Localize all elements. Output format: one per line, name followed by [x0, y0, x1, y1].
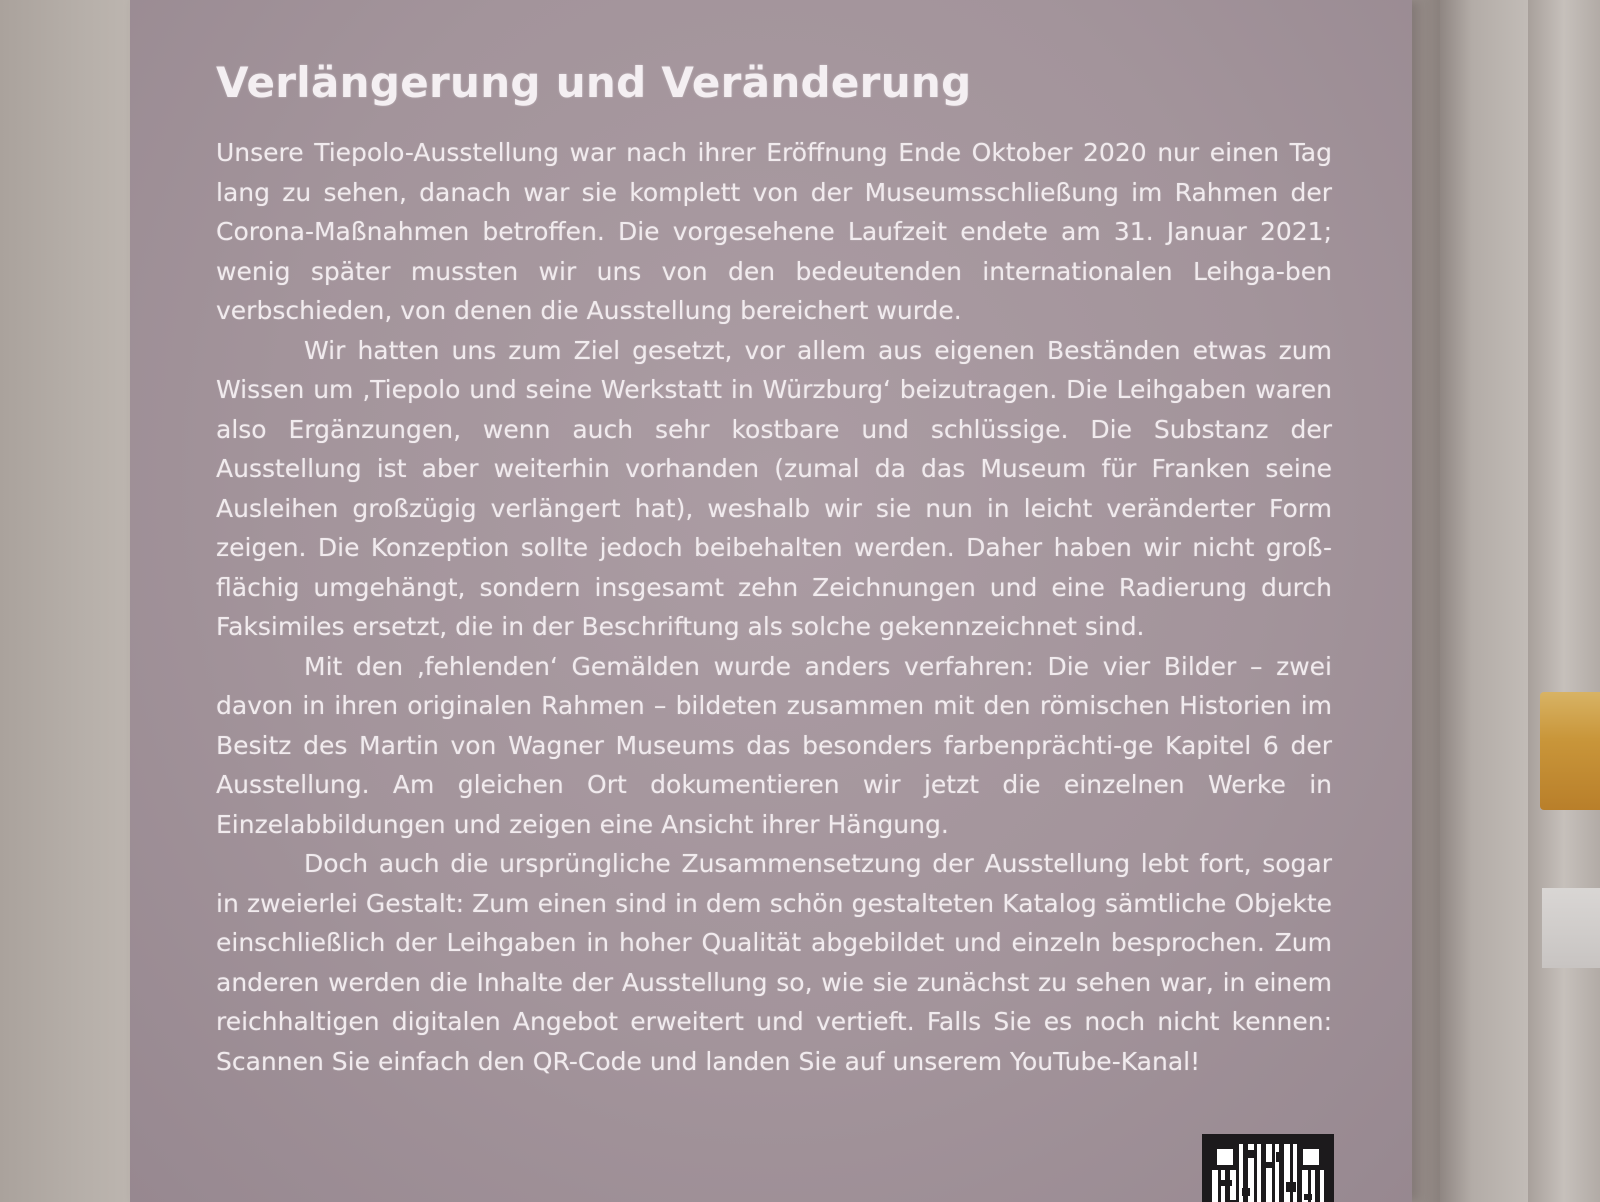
- qr-module: [1242, 1188, 1250, 1196]
- white-frame-edge: [1542, 888, 1600, 968]
- panel-content: [216, 58, 1332, 1081]
- qr-module: [1304, 1194, 1312, 1200]
- wall-pillar: [1528, 0, 1600, 1202]
- paragraph-1: Unsere Tiepolo-Ausstellung war nach ihrer Eröffnung Ende Oktober 2020 nur einen Tag lang zu sehen, danach war sie komplett von der Museumsschließung im Rahmen der Corona-Maßnahmen betroffen. Die vorgesehene Laufzeit endete am 31. Januar 2021; wenig später mussten wir uns von den bedeutenden internationalen Leihga-ben verbschieden, von denen die Ausstellung bereichert wurde.: [216, 138, 1332, 325]
- exhibition-text-panel: [130, 0, 1412, 1202]
- qr-code[interactable]: [1202, 1134, 1334, 1202]
- paragraph-2: Wir hatten uns zum Ziel gesetzt, vor allem aus eigenen Beständen etwas zum Wissen um ‚Tiepolo und seine Werkstatt in Würzburg‘ beizutragen. Die Leihgaben waren also Ergänzungen, wenn auch sehr kostbare und schlüssige. Die Substanz der Ausstellung ist aber weiterhin vorhanden (zumal da das Museum für Franken seine Ausleihen großzügig verlängert hat), weshalb wir sie nun in leicht veränderter Form zeigen. Die Konzeption sollte jedoch beibehalten werden. Daher haben wir nicht groß-flächig umgehängt, sondern insgesamt zehn Zeichnungen und eine Radierung durch Faksimiles ersetzt, die in der Beschriftung als solche gekennzeichnet sind.: [216, 335, 1332, 641]
- qr-module: [1286, 1182, 1296, 1192]
- paragraph-4: Doch auch die ursprüngliche Zusammensetzung der Ausstellung lebt fort, sogar in zweierlei Gestalt: Zum einen sind in dem schön gestalteten Katalog sämtliche Objekte einschließlich der Leihgaben in hoher Qualität abgebildet und einzeln besprochen. Zum anderen werden die Inhalte der Ausstellung so, wie sie zunächst zu sehen war, in einem reichhaltigen digitalen Angebot erweitert und vertieft. Falls Sie es noch nicht kennen: Scannen Sie einfach den QR-Code und landen Sie auf unserem YouTube-Kanal!: [216, 849, 1332, 1076]
- qr-code-pattern: [1212, 1144, 1324, 1202]
- paragraph-3: Mit den ‚fehlenden‘ Gemälden wurde anders verfahren: Die vier Bilder – zwei davon in ihren originalen Rahmen – bildeten zusammen mit den römischen Historien im Besitz des Martin von Wagner Museums das besonders farbenprächti-ge Kapitel 6 der Ausstellung. Am gleichen Ort dokumentieren wir jetzt die einzelnen Werke in Einzelabbildungen und zeigen eine Ansicht ihrer Hängung.: [216, 651, 1332, 839]
- gold-picture-frame: [1540, 692, 1600, 810]
- wall-left: [0, 0, 135, 1202]
- qr-module: [1276, 1152, 1282, 1162]
- qr-module: [1262, 1162, 1272, 1168]
- panel-title: Verlängerung und Veränderung: [216, 58, 972, 107]
- qr-module: [1220, 1180, 1232, 1186]
- qr-module: [1248, 1150, 1256, 1158]
